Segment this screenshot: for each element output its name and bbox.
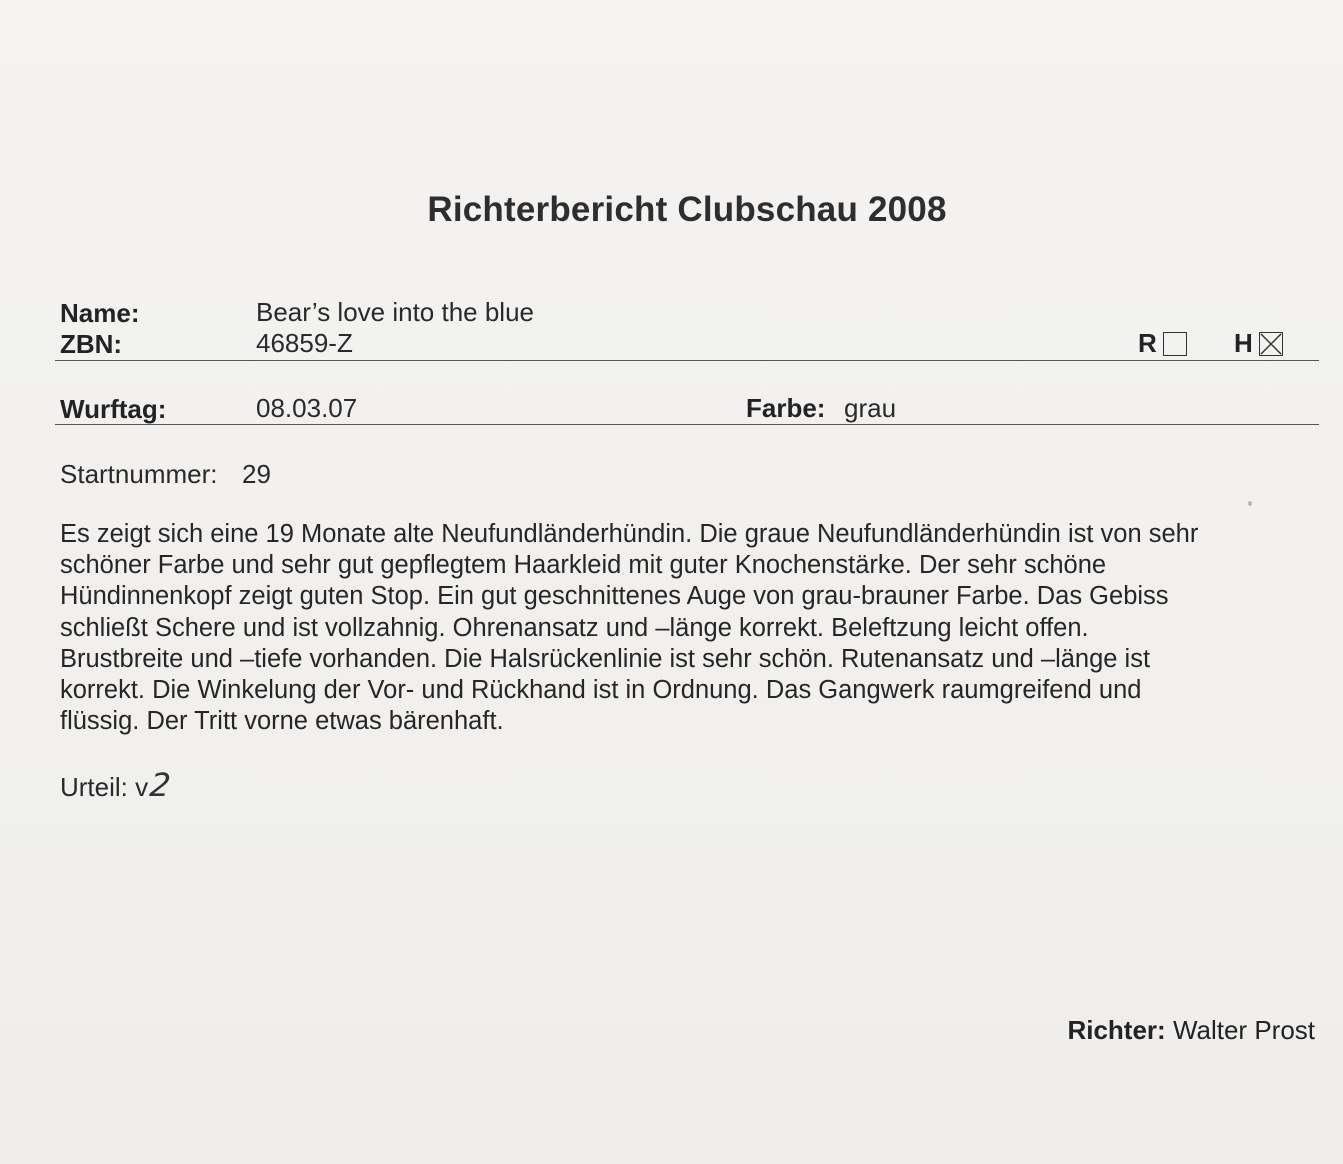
name-label: Name: bbox=[60, 298, 140, 328]
report-line: Es zeigt sich eine 19 Monate alte Neufundländerhündin. Die graue Neufundländerhündin ist von sehr bbox=[60, 520, 1199, 548]
urteil-handwritten-grade: 2 bbox=[148, 766, 173, 804]
divider-2 bbox=[55, 424, 1319, 425]
checkbox-r-label: R bbox=[1138, 328, 1157, 358]
farbe-label: Farbe: bbox=[746, 393, 826, 423]
farbe-value: grau bbox=[844, 393, 897, 423]
checkbox-h bbox=[1234, 328, 1283, 359]
report-line: schließt Schere und ist vollzahnig. Ohrenansatz und –länge korrekt. Beleftzung leicht offen. bbox=[60, 613, 1089, 642]
divider-1 bbox=[55, 360, 1319, 361]
startnummer-label: Startnummer: bbox=[60, 459, 218, 489]
checkbox-h-label: H bbox=[1234, 328, 1253, 358]
name-value: Bear’s love into the blue bbox=[256, 297, 535, 327]
paper-speck bbox=[1248, 501, 1252, 506]
wurftag-label: Wurftag: bbox=[60, 394, 167, 424]
report-line: Hündinnenkopf zeigt guten Stop. Ein gut geschnittenes Auge von grau-brauner Farbe. Das Gebiss bbox=[60, 582, 1169, 611]
urteil-printed: v bbox=[135, 772, 149, 802]
checkbox-cross-icon bbox=[1260, 333, 1282, 355]
richter-row bbox=[1067, 1015, 1315, 1046]
report-line: korrekt. Die Winkelung der Vor- und Rückhand ist in Ordnung. Das Gangwerk raumgreifend und bbox=[60, 676, 1142, 705]
zbn-value: 46859-Z bbox=[256, 328, 353, 358]
checkbox-r bbox=[1138, 328, 1187, 359]
report-text bbox=[60, 519, 1310, 737]
checkbox-r-box bbox=[1163, 332, 1187, 356]
report-line: schöner Farbe und sehr gut gepflegtem Haarkleid mit guter Knochenstärke. Der sehr schöne bbox=[60, 551, 1107, 580]
document-title: Richterbericht Clubschau 2008 bbox=[427, 190, 947, 229]
urteil-row bbox=[60, 766, 171, 804]
zbn-label: ZBN: bbox=[60, 329, 123, 359]
report-line: Brustbreite und –tiefe vorhanden. Die Halsrückenlinie ist sehr schön. Rutenansatz und –länge ist bbox=[60, 644, 1151, 673]
checkbox-h-box bbox=[1259, 332, 1283, 356]
urteil-label: Urteil: bbox=[60, 772, 128, 802]
wurftag-value: 08.03.07 bbox=[256, 393, 358, 423]
report-line: flüssig. Der Tritt vorne etwas bärenhaft. bbox=[60, 707, 504, 736]
startnummer-value: 29 bbox=[242, 459, 271, 489]
richter-label: Richter: bbox=[1067, 1015, 1166, 1045]
richter-value: Walter Prost bbox=[1172, 1015, 1315, 1045]
